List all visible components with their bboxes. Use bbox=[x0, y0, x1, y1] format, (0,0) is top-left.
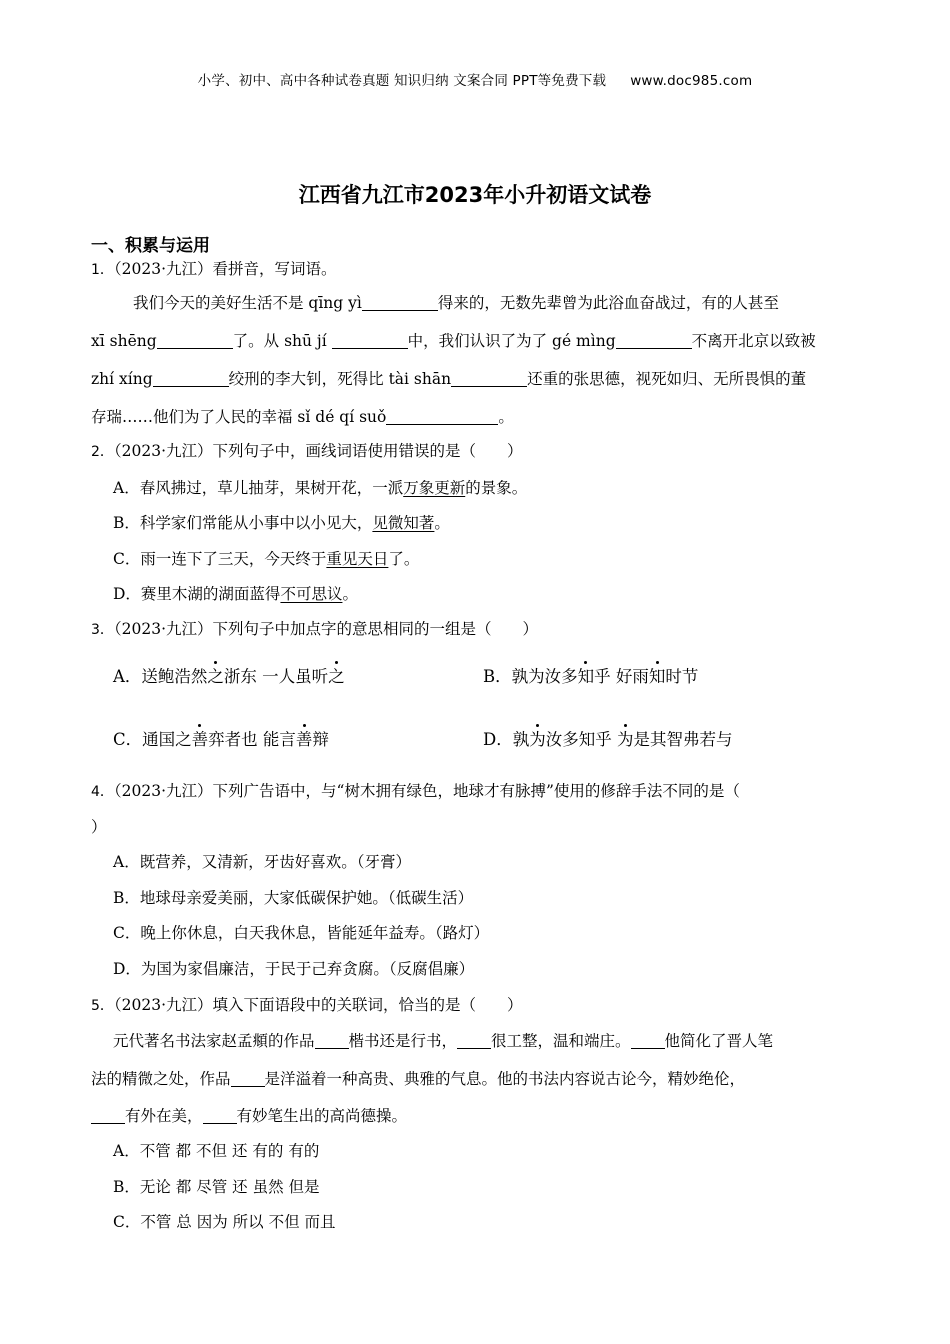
question-number: 4． bbox=[91, 784, 114, 800]
question-5-stem bbox=[91, 995, 523, 1016]
passage-text: 很工整，温和端庄。 bbox=[491, 1032, 631, 1050]
q1-line-2 bbox=[91, 331, 816, 351]
q2-option-a[interactable] bbox=[113, 478, 527, 498]
answer-blank[interactable] bbox=[451, 370, 527, 387]
passage-text: 楷书还是行书， bbox=[348, 1032, 458, 1050]
dotted-char: 之 bbox=[328, 667, 345, 686]
answer-blank[interactable] bbox=[231, 1070, 265, 1087]
option-text: 乎 好雨 bbox=[594, 667, 649, 686]
dotted-char: 为 bbox=[616, 730, 634, 749]
q1-text: xī shēng bbox=[91, 332, 157, 350]
q1-text: 还重的张思德，视死如归、无所畏惧的董 bbox=[527, 370, 807, 388]
answer-blank[interactable] bbox=[157, 332, 233, 349]
q4-option-a[interactable]: A．既营养，又清新，牙齿好喜欢。（牙膏） bbox=[113, 853, 411, 871]
q5-passage-line-1 bbox=[113, 1031, 773, 1051]
q5-passage-line-2 bbox=[91, 1069, 745, 1089]
option-text: B．科学家们常能从小事中以小见大， bbox=[113, 514, 373, 532]
q1-text: 绞刑的李大钊，死得比 tài shān bbox=[228, 370, 452, 388]
option-text: 汝多知乎 bbox=[545, 730, 617, 749]
answer-blank[interactable] bbox=[457, 1032, 491, 1049]
question-3-stem bbox=[91, 619, 538, 640]
q4-option-b[interactable]: B．地球母亲爱美丽，大家低碳保护她。（低碳生活） bbox=[113, 889, 474, 907]
answer-blank[interactable] bbox=[315, 1032, 349, 1049]
question-text: （2023·九江）下列广告语中，与“树木拥有绿色，地球才有脉搏”使用的修辞手法不同的是（ bbox=[113, 782, 740, 800]
q1-text: 我们今天的美好生活不是 qīng yì bbox=[133, 294, 362, 312]
question-number: 1． bbox=[91, 262, 114, 278]
answer-blank[interactable] bbox=[386, 408, 498, 425]
question-text: （2023·九江）下列句子中加点字的意思相同的一组是（ ） bbox=[113, 620, 539, 638]
question-number: 2． bbox=[91, 444, 114, 460]
option-text: D．赛里木湖的湖面蓝得 bbox=[113, 585, 281, 603]
q1-line-1 bbox=[133, 293, 779, 313]
question-number: 3． bbox=[91, 622, 114, 638]
dotted-char: 善 bbox=[295, 730, 313, 749]
passage-text: 有妙笔生出的高尚德操。 bbox=[236, 1107, 408, 1125]
underlined-phrase: 重见天日 bbox=[326, 550, 389, 568]
option-text: 是其智弗若与 bbox=[633, 730, 733, 749]
passage-text: 有外在美， bbox=[125, 1107, 203, 1125]
q1-text: 中，我们认识了为了 gé mìng bbox=[407, 332, 616, 350]
q3-option-d[interactable] bbox=[483, 730, 732, 750]
q1-text: zhí xíng bbox=[91, 370, 153, 388]
section-heading: 一、积累与运用 bbox=[91, 236, 210, 256]
dotted-char: 之 bbox=[207, 667, 224, 686]
q1-text: 得来的，无数先辈曾为此浴血奋战过，有的人甚至 bbox=[437, 294, 779, 312]
option-text: 。 bbox=[434, 514, 450, 532]
option-text: 弈者也 能言 bbox=[208, 730, 296, 749]
q1-line-4 bbox=[91, 407, 514, 427]
answer-blank[interactable] bbox=[153, 370, 229, 387]
q1-text: 。 bbox=[498, 408, 514, 426]
q5-option-a[interactable]: A．不管 都 不但 还 有的 有的 bbox=[113, 1142, 320, 1160]
answer-blank[interactable] bbox=[91, 1107, 125, 1124]
option-text: A．送鲍浩然 bbox=[113, 667, 208, 686]
question-2-stem bbox=[91, 441, 523, 462]
q4-option-d[interactable]: D．为国为家倡廉洁，于民于己弃贪腐。（反腐倡廉） bbox=[113, 960, 475, 978]
question-number: 5． bbox=[91, 998, 114, 1014]
dotted-char: 善 bbox=[191, 730, 209, 749]
option-text: C．通国之 bbox=[113, 730, 192, 749]
question-4-stem-cont: ） bbox=[91, 818, 107, 836]
q3-option-a[interactable] bbox=[113, 667, 345, 687]
underlined-phrase: 万象更新 bbox=[403, 479, 466, 497]
option-text: D．孰 bbox=[483, 730, 530, 749]
option-text: C．雨一连下了三天，今天终于 bbox=[113, 550, 327, 568]
question-text: （2023·九江）下列句子中，画线词语使用错误的是（ ） bbox=[113, 442, 523, 460]
q5-passage-line-3 bbox=[91, 1106, 407, 1126]
q2-option-c[interactable] bbox=[113, 549, 419, 569]
option-text: 辩 bbox=[312, 730, 329, 749]
question-text: （2023·九江）看拼音，写词语。 bbox=[113, 260, 337, 278]
dotted-char: 知 bbox=[648, 667, 666, 686]
q5-option-c[interactable]: C．不管 总 因为 所以 不但 而且 bbox=[113, 1213, 336, 1231]
header-text: 小学、初中、高中各种试卷真题 知识归纳 文案合同 PPT等免费下载 bbox=[197, 73, 607, 89]
answer-blank[interactable] bbox=[203, 1107, 237, 1124]
option-text: A．春风拂过，草儿抽芽，果树开花，一派 bbox=[113, 479, 404, 497]
page-title: 江西省九江市2023年小升初语文试卷 bbox=[298, 183, 652, 207]
q5-option-b[interactable]: B．无论 都 尽管 还 虽然 但是 bbox=[113, 1178, 320, 1196]
answer-blank[interactable] bbox=[362, 294, 438, 311]
q3-option-b[interactable] bbox=[483, 667, 698, 687]
q2-option-d[interactable] bbox=[113, 584, 358, 604]
q1-text: 存瑞……他们为了人民的幸福 sǐ dé qí suǒ bbox=[91, 408, 387, 426]
answer-blank[interactable] bbox=[616, 332, 692, 349]
q1-text: 了。从 shū jí bbox=[232, 332, 332, 350]
q1-line-3 bbox=[91, 369, 806, 389]
header-site-link[interactable]: www.doc985.com bbox=[630, 73, 753, 89]
page-header bbox=[0, 69, 950, 89]
dotted-char: 知 bbox=[577, 667, 595, 686]
option-text: 。 bbox=[342, 585, 358, 603]
question-4-stem bbox=[91, 781, 740, 802]
option-text: 时节 bbox=[665, 667, 699, 686]
dotted-char: 为 bbox=[529, 730, 546, 749]
answer-blank[interactable] bbox=[631, 1032, 665, 1049]
underlined-phrase: 见微知著 bbox=[372, 514, 435, 532]
passage-text: 他简化了晋人笔 bbox=[664, 1032, 774, 1050]
underlined-phrase: 不可思议 bbox=[280, 585, 343, 603]
q2-option-b[interactable] bbox=[113, 513, 450, 533]
answer-blank[interactable] bbox=[332, 332, 408, 349]
passage-text: 法的精微之处，作品 bbox=[91, 1070, 231, 1088]
question-1-stem bbox=[91, 259, 337, 280]
passage-text: 元代著名书法家赵孟頫的作品 bbox=[113, 1032, 315, 1050]
option-text: 了。 bbox=[388, 550, 420, 568]
option-text: B．孰为汝多 bbox=[483, 667, 578, 686]
q3-option-c[interactable] bbox=[113, 730, 329, 750]
question-text: （2023·九江）填入下面语段中的关联词，恰当的是（ ） bbox=[113, 996, 523, 1014]
option-text: 浙东 一人虽听 bbox=[223, 667, 329, 686]
q1-text: 不离开北京以致被 bbox=[691, 332, 816, 350]
passage-text: 是洋溢着一种高贵、典雅的气息。他的书法内容说古论今，精妙绝伦， bbox=[264, 1070, 746, 1088]
q4-option-c[interactable]: C．晚上你休息，白天我休息，皆能延年益寿。（路灯） bbox=[113, 924, 490, 942]
option-text: 的景象。 bbox=[465, 479, 528, 497]
